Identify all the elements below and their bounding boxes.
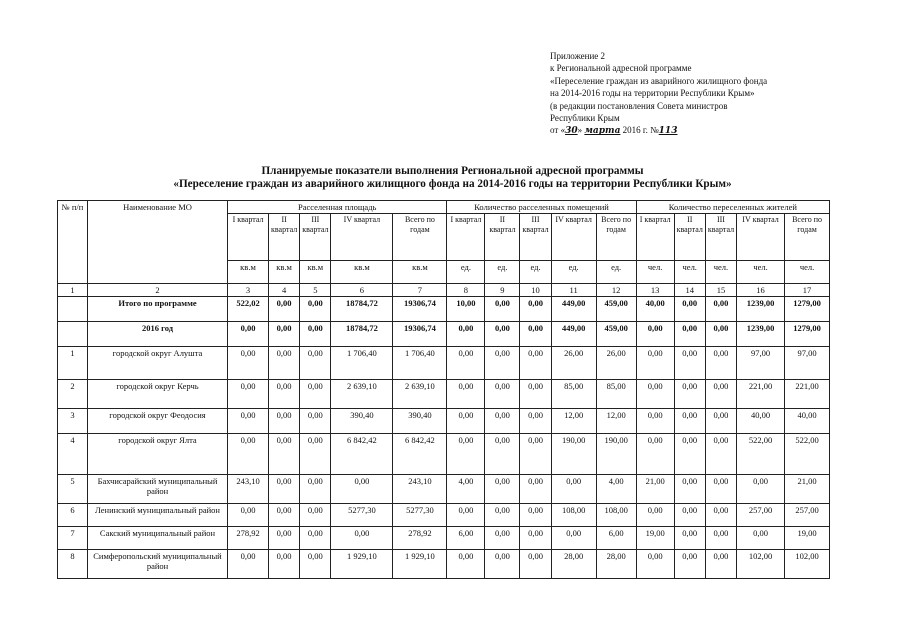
table-row — [58, 380, 830, 409]
value-cell: 18784,72 — [331, 322, 393, 347]
value-cell: 0,00 — [551, 475, 596, 504]
value-cell: 0,00 — [300, 527, 331, 550]
header-row-numbers — [58, 284, 830, 297]
value-cell: 0,00 — [269, 322, 300, 347]
value-cell: 5277,30 — [393, 504, 447, 527]
table-row — [58, 504, 830, 527]
unit-cell: кв.м — [228, 261, 269, 284]
row-name-cell: Симферопольский муниципальный район — [88, 550, 228, 579]
col-header-rooms-2: II квартал — [485, 214, 520, 261]
group-header-rooms: Количество расселенных помещений — [447, 201, 636, 214]
unit-cell: кв.м — [331, 261, 393, 284]
value-cell: 19,00 — [636, 527, 674, 550]
value-cell: 10,00 — [447, 297, 485, 322]
value-cell: 1 706,40 — [393, 347, 447, 380]
value-cell: 6,00 — [596, 527, 636, 550]
value-cell: 0,00 — [674, 475, 705, 504]
value-cell: 1279,00 — [785, 297, 830, 322]
value-cell: 449,00 — [551, 322, 596, 347]
handwritten-number: 113 — [658, 126, 678, 137]
value-cell: 0,00 — [269, 504, 300, 527]
table-row — [58, 409, 830, 434]
title-line-2: «Переселение граждан из аварийного жилищного фонда на 2014-2016 годы на территории Республики Крым» — [173, 178, 732, 190]
column-number-cell: 9 — [485, 284, 520, 297]
note-line: к Региональной адресной программе — [550, 63, 692, 74]
value-cell: 0,00 — [520, 434, 551, 475]
table-row — [58, 347, 830, 380]
value-cell: 0,00 — [228, 380, 269, 409]
value-cell: 522,02 — [228, 297, 269, 322]
value-cell: 0,00 — [520, 409, 551, 434]
value-cell: 0,00 — [674, 434, 705, 475]
table-row — [58, 434, 830, 475]
value-cell: 0,00 — [447, 322, 485, 347]
document-title — [0, 165, 905, 191]
value-cell: 19306,74 — [393, 322, 447, 347]
row-name-cell: Сакский муниципальный район — [88, 527, 228, 550]
value-cell: 0,00 — [447, 347, 485, 380]
row-name-cell: городской округ Керчь — [88, 380, 228, 409]
value-cell: 0,00 — [228, 504, 269, 527]
value-cell: 97,00 — [737, 347, 785, 380]
row-number-cell: 1 — [58, 347, 88, 380]
col-header-rooms-4: IV квартал — [551, 214, 596, 261]
handwritten-day: 30 — [565, 126, 578, 137]
value-cell: 2 639,10 — [393, 380, 447, 409]
row-number-cell: 2 — [58, 380, 88, 409]
column-number-cell: 1 — [58, 284, 88, 297]
unit-cell: чел. — [705, 261, 736, 284]
col-header-rooms-5: Всего по годам — [596, 214, 636, 261]
value-cell: 0,00 — [300, 409, 331, 434]
row-name-cell: городской округ Алушта — [88, 347, 228, 380]
value-cell: 0,00 — [636, 550, 674, 579]
value-cell: 257,00 — [737, 504, 785, 527]
column-number-cell: 6 — [331, 284, 393, 297]
row-name-cell: 2016 год — [88, 322, 228, 347]
column-number-cell: 5 — [300, 284, 331, 297]
row-name-cell: Итого по программе — [88, 297, 228, 322]
value-cell: 4,00 — [447, 475, 485, 504]
value-cell: 243,10 — [228, 475, 269, 504]
value-cell: 0,00 — [300, 504, 331, 527]
value-cell: 0,00 — [300, 550, 331, 579]
note-line: Республики Крым — [550, 113, 620, 124]
row-name-cell: городской округ Ялта — [88, 434, 228, 475]
value-cell: 26,00 — [596, 347, 636, 380]
value-cell: 12,00 — [596, 409, 636, 434]
value-cell: 0,00 — [269, 475, 300, 504]
column-number-cell: 15 — [705, 284, 736, 297]
value-cell: 0,00 — [485, 504, 520, 527]
value-cell: 0,00 — [485, 380, 520, 409]
table-row — [58, 322, 830, 347]
note-line: на 2014-2016 годы на территории Республики Крым» — [550, 88, 755, 99]
title-line-1: Планируемые показатели выполнения Региональной адресной программы — [261, 165, 644, 177]
row-number-cell: 6 — [58, 504, 88, 527]
value-cell: 0,00 — [705, 475, 736, 504]
group-header-area: Расселенная площадь — [228, 201, 447, 214]
value-cell: 0,00 — [300, 347, 331, 380]
value-cell: 102,00 — [737, 550, 785, 579]
value-cell: 28,00 — [551, 550, 596, 579]
value-cell: 459,00 — [596, 297, 636, 322]
value-cell: 108,00 — [551, 504, 596, 527]
value-cell: 0,00 — [300, 434, 331, 475]
value-cell: 0,00 — [520, 504, 551, 527]
value-cell: 102,00 — [785, 550, 830, 579]
row-number-cell: 3 — [58, 409, 88, 434]
value-cell: 0,00 — [269, 527, 300, 550]
value-cell: 390,40 — [331, 409, 393, 434]
unit-cell: ед. — [447, 261, 485, 284]
value-cell: 4,00 — [596, 475, 636, 504]
col-header-rooms-1: I квартал — [447, 214, 485, 261]
value-cell: 522,00 — [785, 434, 830, 475]
value-cell: 0,00 — [331, 475, 393, 504]
unit-cell: ед. — [551, 261, 596, 284]
value-cell: 1239,00 — [737, 322, 785, 347]
value-cell: 0,00 — [636, 409, 674, 434]
value-cell: 1 929,10 — [331, 550, 393, 579]
column-number-cell: 16 — [737, 284, 785, 297]
value-cell: 0,00 — [269, 347, 300, 380]
note-line: (в редакции постановления Совета министров — [550, 100, 728, 111]
value-cell: 221,00 — [737, 380, 785, 409]
value-cell: 0,00 — [674, 409, 705, 434]
value-cell: 0,00 — [447, 409, 485, 434]
value-cell: 0,00 — [485, 322, 520, 347]
column-number-cell: 10 — [520, 284, 551, 297]
value-cell: 0,00 — [705, 297, 736, 322]
value-cell: 0,00 — [520, 297, 551, 322]
row-name-cell: Ленинский муниципальный район — [88, 504, 228, 527]
value-cell: 97,00 — [785, 347, 830, 380]
value-cell: 85,00 — [596, 380, 636, 409]
column-number-cell: 12 — [596, 284, 636, 297]
value-cell: 0,00 — [228, 347, 269, 380]
value-cell: 0,00 — [520, 550, 551, 579]
header-row-groups — [58, 201, 830, 214]
value-cell: 40,00 — [785, 409, 830, 434]
table-row — [58, 297, 830, 322]
col-header-name: Наименование МО — [88, 201, 228, 284]
group-header-people: Количество переселенных жителей — [636, 201, 829, 214]
row-number-cell — [58, 297, 88, 322]
date-prefix: от « — [550, 125, 566, 136]
value-cell: 243,10 — [393, 475, 447, 504]
value-cell: 0,00 — [300, 322, 331, 347]
value-cell: 28,00 — [596, 550, 636, 579]
value-cell: 0,00 — [447, 504, 485, 527]
value-cell: 0,00 — [520, 475, 551, 504]
value-cell: 0,00 — [674, 550, 705, 579]
value-cell: 0,00 — [485, 475, 520, 504]
value-cell: 459,00 — [596, 322, 636, 347]
col-header-area-3: III квартал — [300, 214, 331, 261]
column-number-cell: 7 — [393, 284, 447, 297]
value-cell: 5277,30 — [331, 504, 393, 527]
column-number-cell: 13 — [636, 284, 674, 297]
value-cell: 0,00 — [674, 297, 705, 322]
value-cell: 19,00 — [785, 527, 830, 550]
unit-cell: ед. — [520, 261, 551, 284]
value-cell: 6 842,42 — [393, 434, 447, 475]
value-cell: 0,00 — [485, 434, 520, 475]
col-header-people-2: II квартал — [674, 214, 705, 261]
value-cell: 6,00 — [447, 527, 485, 550]
value-cell: 2 639,10 — [331, 380, 393, 409]
value-cell: 40,00 — [636, 297, 674, 322]
value-cell: 6 842,42 — [331, 434, 393, 475]
value-cell: 0,00 — [705, 550, 736, 579]
row-number-cell: 5 — [58, 475, 88, 504]
col-header-people-5: Всего по годам — [785, 214, 830, 261]
value-cell: 0,00 — [485, 347, 520, 380]
value-cell: 0,00 — [485, 527, 520, 550]
unit-cell: чел. — [674, 261, 705, 284]
value-cell: 85,00 — [551, 380, 596, 409]
row-number-cell — [58, 322, 88, 347]
value-cell: 0,00 — [674, 347, 705, 380]
value-cell: 0,00 — [447, 550, 485, 579]
value-cell: 449,00 — [551, 297, 596, 322]
value-cell: 18784,72 — [331, 297, 393, 322]
value-cell: 108,00 — [596, 504, 636, 527]
value-cell: 1 929,10 — [393, 550, 447, 579]
value-cell: 0,00 — [520, 527, 551, 550]
unit-cell: чел. — [785, 261, 830, 284]
value-cell: 0,00 — [269, 550, 300, 579]
column-number-cell: 8 — [447, 284, 485, 297]
unit-cell: чел. — [737, 261, 785, 284]
unit-cell: кв.м — [393, 261, 447, 284]
value-cell: 0,00 — [269, 380, 300, 409]
column-number-cell: 14 — [674, 284, 705, 297]
value-cell: 21,00 — [785, 475, 830, 504]
value-cell: 0,00 — [485, 297, 520, 322]
value-cell: 0,00 — [636, 347, 674, 380]
date-suffix: 2016 г. № — [620, 125, 659, 136]
value-cell: 0,00 — [485, 550, 520, 579]
value-cell: 522,00 — [737, 434, 785, 475]
value-cell: 0,00 — [300, 297, 331, 322]
table-row — [58, 527, 830, 550]
value-cell: 0,00 — [737, 527, 785, 550]
value-cell: 0,00 — [269, 297, 300, 322]
value-cell: 0,00 — [705, 434, 736, 475]
value-cell: 278,92 — [393, 527, 447, 550]
value-cell: 0,00 — [674, 527, 705, 550]
value-cell: 0,00 — [520, 322, 551, 347]
value-cell: 257,00 — [785, 504, 830, 527]
value-cell: 0,00 — [269, 434, 300, 475]
col-header-area-1: I квартал — [228, 214, 269, 261]
col-header-area-2: II квартал — [269, 214, 300, 261]
col-header-area-5: Всего по годам — [393, 214, 447, 261]
value-cell: 0,00 — [705, 322, 736, 347]
column-number-cell: 4 — [269, 284, 300, 297]
column-number-cell: 11 — [551, 284, 596, 297]
value-cell: 0,00 — [485, 409, 520, 434]
value-cell: 0,00 — [520, 380, 551, 409]
value-cell: 1279,00 — [785, 322, 830, 347]
value-cell: 0,00 — [705, 409, 736, 434]
note-line: Приложение 2 — [550, 51, 606, 61]
unit-cell: ед. — [596, 261, 636, 284]
col-header-rooms-3: III квартал — [520, 214, 551, 261]
value-cell: 0,00 — [674, 504, 705, 527]
col-header-num: № п/п — [58, 201, 88, 284]
indicators-table — [57, 200, 830, 579]
value-cell: 0,00 — [636, 434, 674, 475]
value-cell: 0,00 — [520, 347, 551, 380]
appendix-note — [550, 50, 767, 138]
note-date-line — [550, 124, 767, 137]
row-name-cell: Бахчисарайский муниципальный район — [88, 475, 228, 504]
value-cell: 0,00 — [636, 322, 674, 347]
value-cell: 0,00 — [551, 527, 596, 550]
col-header-area-4: IV квартал — [331, 214, 393, 261]
value-cell: 0,00 — [300, 380, 331, 409]
value-cell: 190,00 — [596, 434, 636, 475]
value-cell: 221,00 — [785, 380, 830, 409]
value-cell: 278,92 — [228, 527, 269, 550]
value-cell: 0,00 — [737, 475, 785, 504]
value-cell: 390,40 — [393, 409, 447, 434]
row-number-cell: 4 — [58, 434, 88, 475]
value-cell: 1 706,40 — [331, 347, 393, 380]
value-cell: 0,00 — [705, 347, 736, 380]
value-cell: 0,00 — [228, 409, 269, 434]
table-row — [58, 475, 830, 504]
date-mid: » — [577, 125, 585, 136]
column-number-cell: 2 — [88, 284, 228, 297]
row-number-cell: 8 — [58, 550, 88, 579]
value-cell: 0,00 — [674, 322, 705, 347]
value-cell: 21,00 — [636, 475, 674, 504]
col-header-people-4: IV квартал — [737, 214, 785, 261]
value-cell: 0,00 — [300, 475, 331, 504]
value-cell: 12,00 — [551, 409, 596, 434]
value-cell: 0,00 — [228, 434, 269, 475]
table-row — [58, 550, 830, 579]
column-number-cell: 17 — [785, 284, 830, 297]
value-cell: 19306,74 — [393, 297, 447, 322]
value-cell: 0,00 — [636, 380, 674, 409]
value-cell: 0,00 — [447, 434, 485, 475]
row-number-cell: 7 — [58, 527, 88, 550]
value-cell: 0,00 — [705, 527, 736, 550]
value-cell: 0,00 — [705, 380, 736, 409]
value-cell: 26,00 — [551, 347, 596, 380]
value-cell: 0,00 — [331, 527, 393, 550]
value-cell: 190,00 — [551, 434, 596, 475]
value-cell: 40,00 — [737, 409, 785, 434]
value-cell: 0,00 — [269, 409, 300, 434]
value-cell: 0,00 — [705, 504, 736, 527]
unit-cell: чел. — [636, 261, 674, 284]
value-cell: 0,00 — [228, 322, 269, 347]
col-header-people-3: III квартал — [705, 214, 736, 261]
note-line: «Переселение граждан из аварийного жилищного фонда — [550, 75, 768, 86]
value-cell: 0,00 — [447, 380, 485, 409]
unit-cell: кв.м — [269, 261, 300, 284]
value-cell: 0,00 — [674, 380, 705, 409]
handwritten-month: марта — [584, 126, 621, 137]
col-header-people-1: I квартал — [636, 214, 674, 261]
unit-cell: кв.м — [300, 261, 331, 284]
column-number-cell: 3 — [228, 284, 269, 297]
value-cell: 0,00 — [228, 550, 269, 579]
unit-cell: ед. — [485, 261, 520, 284]
value-cell: 1239,00 — [737, 297, 785, 322]
row-name-cell: городской округ Феодосия — [88, 409, 228, 434]
value-cell: 0,00 — [636, 504, 674, 527]
